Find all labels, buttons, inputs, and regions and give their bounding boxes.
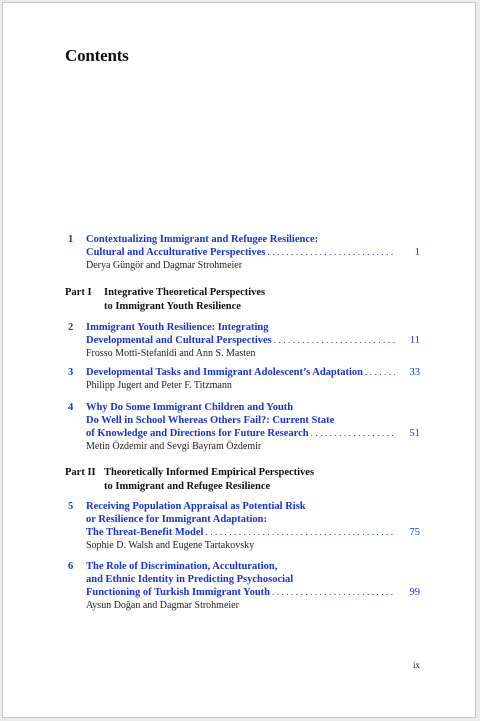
part-label: Part II (65, 467, 96, 478)
part-title-line: to Immigrant and Refugee Resilience (104, 481, 271, 492)
chapter-title-line[interactable]: Receiving Population Appraisal as Potential Risk (86, 501, 306, 512)
chapter-number: 1 (68, 234, 74, 245)
chapter-page-number[interactable]: 1 (414, 247, 420, 258)
chapter-title-line[interactable]: Do Well in School Whereas Others Fail?: Current State (86, 415, 335, 426)
part-label: Part I (65, 287, 92, 298)
chapter-number: 4 (68, 402, 74, 413)
chapter-title-line[interactable]: Functioning of Turkish Immigrant Youth (86, 587, 270, 598)
chapter-authors: Derya Güngör and Dagmar Strohmeier (86, 260, 243, 271)
book-page (2, 2, 476, 718)
chapter-authors: Aysun Doğan and Dagmar Strohmeier (86, 600, 239, 611)
dot-leader (311, 428, 395, 441)
part-title-line: Integrative Theoretical Perspectives (104, 287, 266, 298)
chapter-title-line[interactable]: The Role of Discrimination, Acculturation, (86, 561, 278, 572)
chapter-title-line[interactable]: Immigrant Youth Resilience: Integrating (86, 322, 269, 333)
chapter-page-number[interactable]: 11 (409, 335, 420, 346)
chapter-number: 3 (68, 367, 74, 378)
page-title: Contents (65, 46, 129, 65)
chapter-title-line[interactable]: The Threat-Benefit Model (86, 527, 204, 538)
part-title-line: to Immigrant Youth Resilience (104, 301, 241, 312)
dot-leader (365, 367, 395, 380)
chapter-title-last-line[interactable] (86, 586, 420, 599)
chapter-authors: Metin Özdemir and Sevgi Bayram Özdemir (86, 441, 262, 452)
chapter-title-line[interactable]: or Resilience for Immigrant Adaptation: (86, 514, 268, 525)
chapter-number: 6 (68, 561, 74, 572)
part-title-line: Theoretically Informed Empirical Perspectives (104, 467, 315, 478)
chapter-authors: Frosso Motti-Stefanidi and Ann S. Masten (86, 348, 256, 359)
chapter-title-line[interactable]: Developmental and Cultural Perspectives (86, 335, 272, 346)
chapter-page-number[interactable]: 33 (409, 367, 420, 378)
page-number: ix (413, 660, 421, 670)
dot-leader (274, 335, 395, 348)
chapter-title-line[interactable]: Developmental Tasks and Immigrant Adolescent’s Adaptation (86, 367, 364, 378)
dot-leader (267, 247, 395, 260)
chapter-title-last-line[interactable] (86, 246, 420, 259)
chapter-authors: Philipp Jugert and Peter F. Titzmann (86, 380, 232, 391)
chapter-number: 2 (68, 322, 74, 333)
chapter-title-last-line[interactable] (86, 366, 420, 379)
chapter-page-number[interactable]: 75 (409, 527, 420, 538)
chapter-title-line[interactable]: Cultural and Acculturative Perspectives (86, 247, 266, 258)
chapter-authors: Sophie D. Walsh and Eugene Tartakovsky (86, 540, 255, 551)
chapter-page-number[interactable]: 99 (409, 587, 420, 598)
chapter-title-line[interactable]: Contextualizing Immigrant and Refugee Resilience: (86, 234, 319, 245)
chapter-title-line[interactable]: and Ethnic Identity in Predicting Psychosocial (86, 574, 294, 585)
chapter-title-last-line[interactable] (86, 526, 420, 539)
dot-leader (272, 587, 395, 600)
chapter-title-line[interactable]: Why Do Some Immigrant Children and Youth (86, 402, 294, 413)
chapter-title-last-line[interactable] (86, 427, 420, 440)
chapter-title-last-line[interactable] (86, 334, 420, 347)
chapter-page-number[interactable]: 51 (409, 428, 420, 439)
chapter-title-line[interactable]: of Knowledge and Directions for Future Research (86, 428, 309, 439)
chapter-number: 5 (68, 501, 74, 512)
